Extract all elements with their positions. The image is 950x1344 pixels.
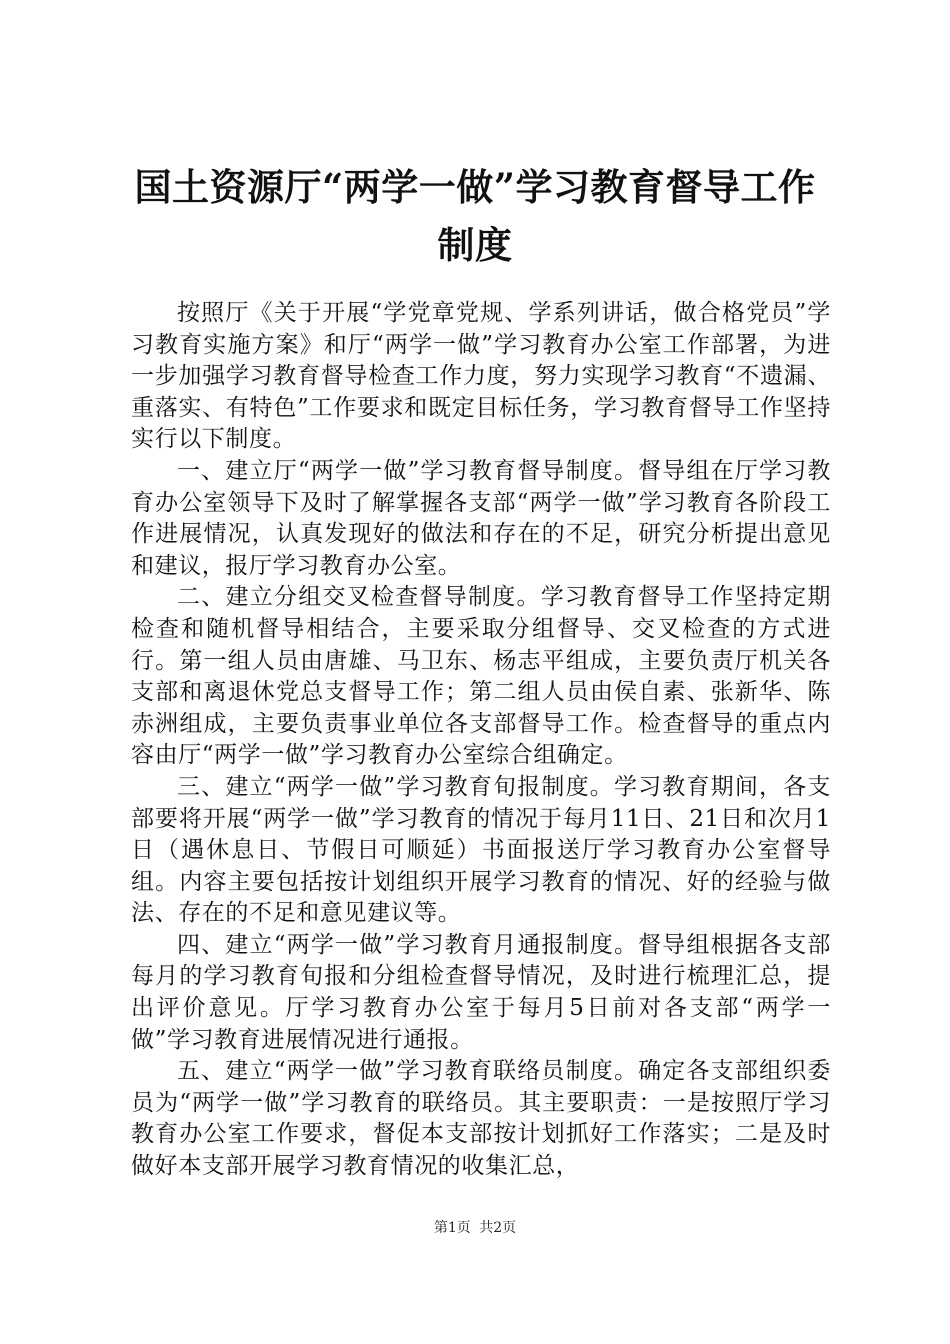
document-title: 国土资源厅“两学一做”学习教育督导工作制度 xyxy=(134,165,816,267)
paragraph-item-2: 二、建立分组交叉检查督导制度。学习教育督导工作坚持定期检查和随机督导相结合，主要采取分组督导、交叉检查的方式进行。第一组人员由唐雄、马卫东、杨志平组成，主要负责厅机关各支部和离退休党总支督导工作；第二组人员由侯自素、张新华、陈赤洲组成，主要负责事业单位各支部督导工作。检查督导的重点内容由厅“两学一做”学习教育办公室综合组确定。 xyxy=(131,584,831,769)
paragraph-item-1: 一、建立厅“两学一做”学习教育督导制度。督导组在厅学习教育办公室领导下及时了解掌握各支部“两学一做”学习教育各阶段工作进展情况，认真发现好的做法和存在的不足，研究分析提出意见和建议，报厅学习教育办公室。 xyxy=(131,457,831,579)
page-total: 共2页 xyxy=(479,1220,517,1236)
page-number: 第1页 xyxy=(433,1220,471,1236)
document-body xyxy=(131,298,831,1183)
paragraph-item-5: 五、建立“两学一做”学习教育联络员制度。确定各支部组织委员为“两学一做”学习教育的联络员。其主要职责：一是按照厅学习教育办公室工作要求，督促本支部按计划抓好工作落实；二是及时做好本支部开展学习教育情况的收集汇总， xyxy=(131,1058,831,1180)
page-footer xyxy=(0,1218,950,1238)
paragraph-intro: 按照厅《关于开展“学党章党规、学系列讲话，做合格党员”学习教育实施方案》和厅“两学一做”学习教育办公室工作部署，为进一步加强学习教育督导检查工作力度，努力实现学习教育“不遗漏、重落实、有特色”工作要求和既定目标任务，学习教育督导工作坚持实行以下制度。 xyxy=(131,300,831,453)
paragraph-item-4: 四、建立“两学一做”学习教育月通报制度。督导组根据各支部每月的学习教育旬报和分组检查督导情况，及时进行梳理汇总，提出评价意见。厅学习教育办公室于每月5日前对各支部“两学一做”学习教育进展情况进行通报。 xyxy=(131,931,831,1053)
paragraph-item-3: 三、建立“两学一做”学习教育旬报制度。学习教育期间，各支部要将开展“两学一做”学习教育的情况于每月11日、21日和次月1日（遇休息日、节假日可顺延）书面报送厅学习教育办公室督导组。内容主要包括按计划组织开展学习教育的情况、好的经验与做法、存在的不足和意见建议等。 xyxy=(131,773,831,927)
